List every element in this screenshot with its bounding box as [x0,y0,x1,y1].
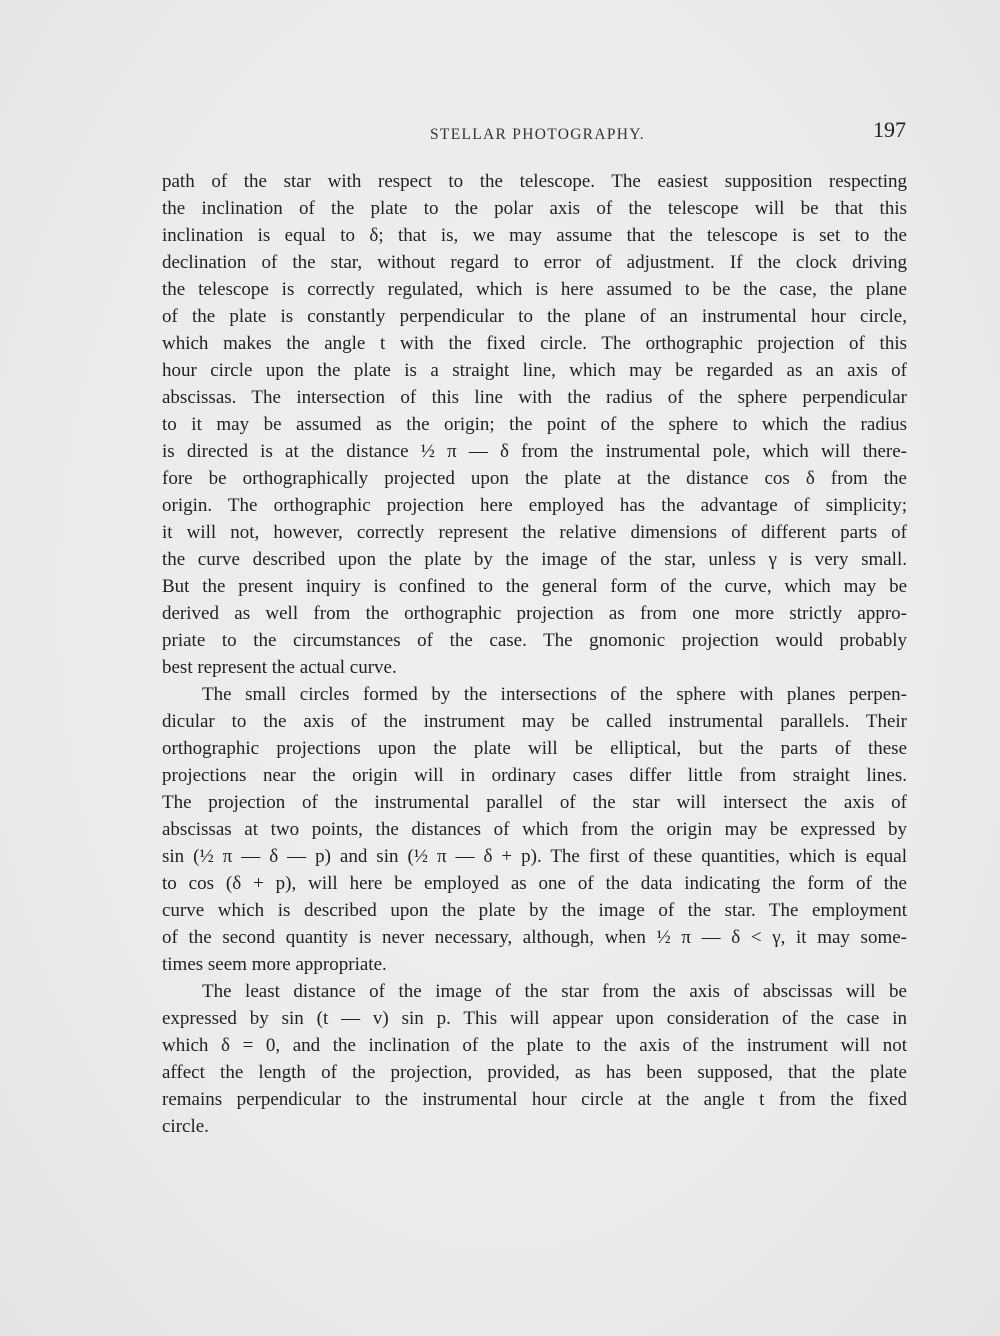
text-line: The small circles formed by the intersections of the sphere with planes perpen- [202,684,907,705]
paragraph-3 [162,978,907,1140]
paragraph-1 [162,168,907,681]
text-line: of the plate is constantly perpendicular to the plane of an instrumental hour circle, [162,306,907,327]
body-text [162,168,907,1140]
text-line: abscissas at two points, the distances of which from the origin may be expressed by [162,819,907,840]
text-line: The projection of the instrumental parallel of the star will intersect the axis of [162,792,907,813]
text-line: expressed by sin (t — v) sin p. This will appear upon consideration of the case in [162,1008,907,1029]
text-line: declination of the star, without regard to error of adjustment. If the clock driving [162,252,907,273]
text-line: fore be orthographically projected upon the plate at the distance cos δ from the [162,468,907,489]
text-line: remains perpendicular to the instrumental hour circle at the angle t from the fixed [162,1089,907,1110]
text-line: the curve described upon the plate by the image of the star, unless γ is very small. [162,549,907,570]
page-number: 197 [873,117,906,142]
text-line: projections near the origin will in ordinary cases differ little from straight lines. [162,765,907,786]
text-line: best represent the actual curve. [162,657,397,678]
text-line: path of the star with respect to the telescope. The easiest supposition respecting [162,171,907,192]
text-line: to cos (δ + p), will here be employed as one of the data indicating the form of the [162,873,907,894]
text-line: the telescope is correctly regulated, which is here assumed to be the case, the plane [162,279,907,300]
text-line: the inclination of the plate to the polar axis of the telescope will be that this [162,198,907,219]
text-line: times seem more appropriate. [162,954,387,975]
text-line: abscissas. The intersection of this line with the radius of the sphere perpendicular [162,387,907,408]
text-line: priate to the circumstances of the case. The gnomonic projection would probably [162,630,907,651]
text-line: is directed is at the distance ½ π — δ from the instrumental pole, which will there- [162,441,907,462]
text-line: orthographic projections upon the plate will be elliptical, but the parts of these [162,738,907,759]
text-line: of the second quantity is never necessary, although, when ½ π — δ < γ, it may some- [162,927,907,948]
text-line: dicular to the axis of the instrument may be called instrumental parallels. Their [162,711,907,732]
text-line: curve which is described upon the plate by the image of the star. The employment [162,900,907,921]
text-line: it will not, however, correctly represent the relative dimensions of different parts of [162,522,907,543]
paragraph-2 [162,681,907,978]
running-head: STELLAR PHOTOGRAPHY. [430,126,645,143]
text-line: which δ = 0, and the inclination of the plate to the axis of the instrument will not [162,1035,907,1056]
text-line: sin (½ π — δ — p) and sin (½ π — δ + p). The first of these quantities, which is equal [162,846,907,867]
text-line: But the present inquiry is confined to the general form of the curve, which may be [162,576,907,597]
text-line: inclination is equal to δ; that is, we may assume that the telescope is set to the [162,225,907,246]
text-line: affect the length of the projection, provided, as has been supposed, that the plate [162,1062,907,1083]
text-line: hour circle upon the plate is a straight line, which may be regarded as an axis of [162,360,907,381]
text-line: The least distance of the image of the star from the axis of abscissas will be [202,981,907,1002]
text-line: to it may be assumed as the origin; the point of the sphere to which the radius [162,414,907,435]
text-line: circle. [162,1116,209,1137]
text-line: origin. The orthographic projection here employed has the advantage of simplicity; [162,495,907,516]
text-line: derived as well from the orthographic projection as from one more strictly appro- [162,603,907,624]
text-line: which makes the angle t with the fixed circle. The orthographic projection of this [162,333,907,354]
